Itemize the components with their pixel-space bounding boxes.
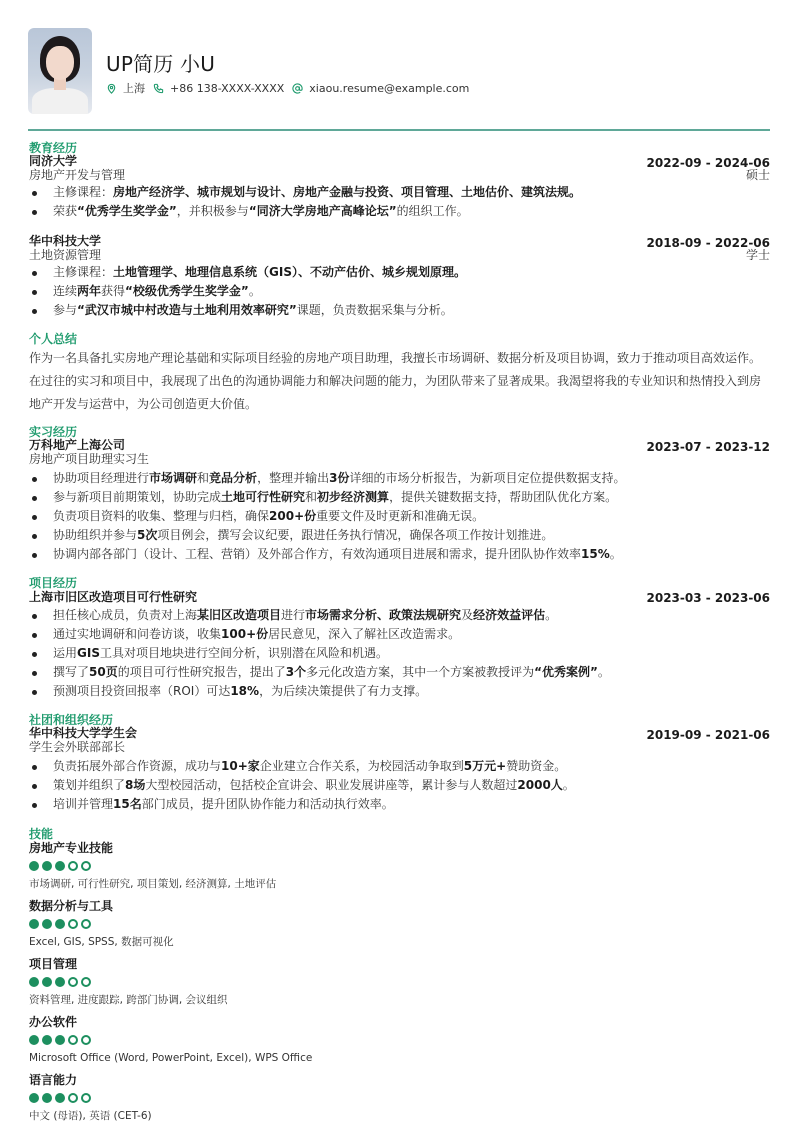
rating-dot-empty-icon [81, 919, 91, 929]
list-item: 协助项目经理进行市场调研和竞品分析，整理并输出3份详细的市场分析报告，为新项目定位提供数据支持。 [29, 469, 770, 488]
project-section [29, 577, 770, 701]
map-pin-icon [106, 83, 117, 94]
skill-item [29, 1073, 770, 1123]
skill-level-rating [29, 977, 770, 987]
rating-dot-filled-icon [55, 1093, 65, 1103]
contact-row [106, 82, 477, 96]
skill-item [29, 957, 770, 1007]
skill-level-rating [29, 1093, 770, 1103]
list-item: 通过实地调研和问卷访谈，收集100+份居民意见，深入了解社区改造需求。 [29, 625, 770, 644]
section-title-internship: 实习经历 [29, 425, 78, 439]
skill-name: 数据分析与工具 [29, 899, 114, 913]
contact-phone [153, 82, 284, 96]
candidate-name: UP简历 小U [106, 51, 216, 76]
rating-dot-empty-icon [68, 861, 78, 871]
organization-name: 华中科技大学学生会 [29, 726, 138, 740]
list-item: 连续两年获得“校级优秀学生奖学金”。 [29, 282, 770, 301]
rating-dot-empty-icon [68, 1035, 78, 1045]
list-item: 负责项目资料的收集、整理与归档，确保200+份重要文件及时更新和准确无误。 [29, 507, 770, 526]
summary-text: 作为一名具备扎实房地产理论基础和实际项目经验的房地产项目助理，我擅长市场调研、数据分析及项目协调，致力于推动项目高效运作。在过往的实习和项目中，我展现了出色的沟通协调能力和解决问题的能力，为团队带来了显著成果。我渴望将我的专业知识和热情投入到房地产开发与运营中，为公司创造更大价值。 [29, 351, 762, 411]
rating-dot-empty-icon [81, 977, 91, 987]
education-entry [29, 235, 770, 320]
skill-item [29, 899, 770, 949]
list-item: 担任核心成员，负责对上海某旧区改造项目进行市场需求分析、政策法规研究及经济效益评估。 [29, 606, 770, 625]
list-item: 培训并管理15名部门成员，提升团队协作能力和活动执行效率。 [29, 795, 770, 814]
company-name: 万科地产上海公司 [29, 438, 126, 452]
section-title-skills: 技能 [29, 827, 54, 841]
internship-section [29, 426, 770, 564]
rating-dot-empty-icon [68, 919, 78, 929]
date-range: 2023-07 - 2023-12 [646, 440, 770, 454]
header-divider [28, 129, 770, 131]
date-range: 2019-09 - 2021-06 [646, 728, 770, 742]
skill-level-rating [29, 1035, 770, 1045]
skill-description: Excel, GIS, SPSS, 数据可视化 [29, 936, 174, 948]
resume-body [29, 142, 770, 1123]
rating-dot-filled-icon [29, 919, 39, 929]
resume-header [28, 28, 477, 114]
list-item: 参与“武汉市城中村改造与土地利用效率研究”课题，负责数据采集与分析。 [29, 301, 770, 320]
contact-location [106, 82, 145, 96]
phone-text: +86 138-XXXX-XXXX [170, 81, 285, 95]
profile-photo [28, 28, 92, 114]
section-title-project: 项目经历 [29, 576, 78, 590]
project-name: 上海市旧区改造项目可行性研究 [29, 590, 198, 604]
section-title-organization: 社团和组织经历 [29, 713, 114, 727]
list-item: 策划并组织了8场大型校园活动，包括校企宣讲会、职业发展讲座等，累计参与人数超过2000人。 [29, 776, 770, 795]
list-item: 预测项目投资回报率（ROI）可达18%，为后续决策提供了有力支撑。 [29, 682, 770, 701]
skill-description: 资料管理, 进度跟踪, 跨部门协调, 会议组织 [29, 994, 228, 1006]
rating-dot-empty-icon [81, 1035, 91, 1045]
location-text: 上海 [123, 81, 145, 95]
skill-level-rating [29, 919, 770, 929]
section-title-summary: 个人总结 [29, 332, 78, 346]
skill-item [29, 841, 770, 891]
list-item: 协助组织并参与5次项目例会，撰写会议纪要，跟进任务执行情况，确保各项工作按计划推进。 [29, 526, 770, 545]
skill-description: 中文 (母语), 英语 (CET-6) [29, 1110, 152, 1122]
organization-section [29, 714, 770, 814]
rating-dot-filled-icon [29, 977, 39, 987]
skill-item [29, 1015, 770, 1065]
summary-section [29, 333, 770, 416]
skill-description: Microsoft Office (Word, PowerPoint, Excel), WPS Office [29, 1052, 313, 1064]
list-item: 荣获“优秀学生奖学金”，并积极参与“同济大学房地产高峰论坛”的组织工作。 [29, 202, 770, 221]
list-item: 撰写了50页的项目可行性研究报告，提出了3个多元化改造方案，其中一个方案被教授评为“优秀案例”。 [29, 663, 770, 682]
list-item: 参与新项目前期策划，协助完成土地可行性研究和初步经济测算，提供关键数据支持，帮助团队优化方案。 [29, 488, 770, 507]
degree: 硕士 [745, 168, 770, 182]
rating-dot-empty-icon [68, 977, 78, 987]
date-range: 2018-09 - 2022-06 [646, 236, 770, 250]
rating-dot-empty-icon [68, 1093, 78, 1103]
major: 房地产开发与管理 [29, 168, 126, 182]
list-item: 协调内部各部门（设计、工程、营销）及外部合作方，有效沟通项目进展和需求，提升团队协作效率15%。 [29, 545, 770, 564]
skill-name: 语言能力 [29, 1073, 78, 1087]
rating-dot-filled-icon [55, 1035, 65, 1045]
rating-dot-filled-icon [42, 1035, 52, 1045]
rating-dot-filled-icon [42, 919, 52, 929]
rating-dot-empty-icon [81, 1093, 91, 1103]
list-item: 主修课程：土地管理学、地理信息系统（GIS）、不动产估价、城乡规划原理。 [29, 263, 770, 282]
contact-email [292, 82, 469, 96]
skill-name: 项目管理 [29, 957, 78, 971]
phone-icon [153, 83, 164, 94]
rating-dot-filled-icon [55, 919, 65, 929]
skill-level-rating [29, 861, 770, 871]
job-role: 房地产项目助理实习生 [29, 452, 150, 466]
date-range: 2022-09 - 2024-06 [646, 156, 770, 170]
major: 土地资源管理 [29, 248, 102, 262]
skill-description: 市场调研, 可行性研究, 项目策划, 经济测算, 土地评估 [29, 878, 277, 890]
email-link[interactable]: xiaou.resume@example.com [309, 81, 470, 95]
rating-dot-filled-icon [42, 1093, 52, 1103]
rating-dot-filled-icon [42, 977, 52, 987]
skill-name: 办公软件 [29, 1015, 78, 1029]
list-item: 运用GIS工具对项目地块进行空间分析，识别潜在风险和机遇。 [29, 644, 770, 663]
header-info [106, 47, 477, 96]
list-item: 负责拓展外部合作资源，成功与10+家企业建立合作关系，为校园活动争取到5万元+赞助资金。 [29, 757, 770, 776]
organization-role: 学生会外联部部长 [29, 740, 126, 754]
date-range: 2023-03 - 2023-06 [646, 591, 770, 605]
rating-dot-filled-icon [55, 977, 65, 987]
degree: 学士 [745, 248, 770, 262]
rating-dot-filled-icon [29, 861, 39, 871]
rating-dot-empty-icon [81, 861, 91, 871]
rating-dot-filled-icon [29, 1035, 39, 1045]
school-name: 华中科技大学 [29, 234, 102, 248]
skills-section [29, 828, 770, 1123]
rating-dot-filled-icon [42, 861, 52, 871]
list-item: 主修课程：房地产经济学、城市规划与设计、房地产金融与投资、项目管理、土地估价、建筑法规。 [29, 183, 770, 202]
section-title-education: 教育经历 [29, 141, 78, 155]
school-name: 同济大学 [29, 154, 78, 168]
education-entry [29, 155, 770, 221]
rating-dot-filled-icon [29, 1093, 39, 1103]
skill-name: 房地产专业技能 [29, 841, 114, 855]
rating-dot-filled-icon [55, 861, 65, 871]
at-sign-icon [292, 83, 303, 94]
education-section [29, 142, 770, 320]
